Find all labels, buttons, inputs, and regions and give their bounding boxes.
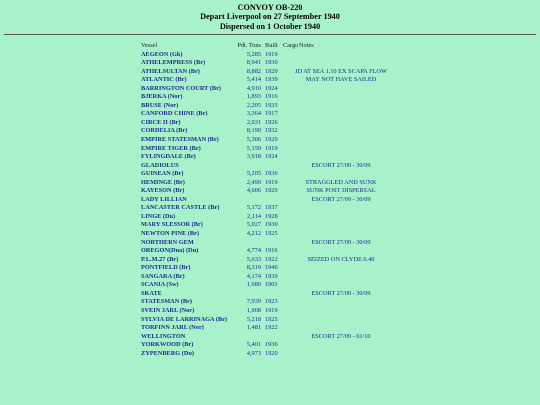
vessel-tons: 5,401 (246, 341, 261, 349)
vessel-built: 1932 (265, 127, 278, 135)
vessel-notes: ESCORT 27/09 - 30/09 (311, 161, 371, 169)
vessel-name: ZYPENBERG (Du) (141, 349, 195, 357)
table-row (141, 85, 471, 94)
vessel-tons: 2,499 (246, 178, 261, 186)
vessel-name: KAYESON (Br) (141, 187, 185, 195)
table-row (141, 264, 471, 273)
table-row (141, 333, 471, 342)
vessel-tons: 5,027 (246, 221, 261, 229)
vessel-tons: 3,364 (246, 110, 261, 118)
vessel-built: 1919 (265, 50, 278, 58)
vessel-tons: 5,285 (246, 50, 261, 58)
vessel-name: GUINEAN (Br) (141, 170, 184, 178)
vessel-built: 1939 (265, 76, 278, 84)
vessel-tons: 8,319 (246, 264, 261, 272)
vessel-notes: ESCORT 27/09 - 30/09 (311, 195, 371, 203)
vessel-name: ATHELSULTAN (Br) (141, 67, 200, 75)
vessel-tons: 4,774 (246, 247, 261, 255)
vessel-notes: MAY NOT HAVE SAILED (305, 76, 377, 84)
vessel-tons: 1,980 (246, 281, 261, 289)
table-row (141, 273, 471, 282)
table-row (141, 102, 471, 111)
vessel-name: NEWTON PINE (Br) (141, 230, 199, 238)
table-row (141, 162, 471, 171)
table-row (141, 93, 471, 102)
vessel-name: CIRCE II (Br) (141, 118, 181, 126)
vessel-tons: 4,910 (246, 84, 261, 92)
vessel-tons: 2,114 (247, 212, 261, 220)
vessel-name: FYLINGDALE (Br) (141, 153, 196, 161)
vessel-built: 1929 (265, 187, 278, 195)
vessel-built: 1924 (265, 84, 278, 92)
vessel-name: NORTHERN GEM (141, 238, 194, 246)
vessel-built: 1939 (265, 272, 278, 280)
table-row (141, 350, 471, 359)
vessel-name: HEMINGE (Br) (141, 178, 185, 186)
vessel-notes: STRAGGLED AND SUNK (305, 178, 377, 186)
depart-line: Depart Liverpool on 27 September 1940 (200, 12, 340, 22)
vessel-name: YORKWOOD (Br) (141, 341, 194, 349)
vessel-notes: SEIZED ON CLYDE 6.40 (307, 255, 375, 263)
vessel-name: ATLANTIC (Br) (141, 76, 187, 84)
vessel-tons: 8,941 (246, 59, 261, 67)
vessel-built: 1919 (265, 144, 278, 152)
table-row (141, 127, 471, 136)
vessel-tons: 5,633 (246, 255, 261, 263)
vessel-tons: 5,172 (246, 204, 261, 212)
vessel-name: LINGE (Du) (141, 212, 176, 220)
vessel-built: 1936 (265, 170, 278, 178)
vessel-name: WELLINGTON (141, 332, 186, 340)
vessel-built: 1930 (265, 59, 278, 67)
column-header-built: Built (265, 42, 278, 49)
table-row (141, 51, 471, 60)
column-header-vessel: Vessel (141, 42, 158, 49)
vessel-built: 1916 (265, 247, 278, 255)
table-row (141, 187, 471, 196)
vessel-name: SKATE (141, 289, 162, 297)
column-header-notes: Notes (299, 42, 314, 49)
vessel-built: 1924 (265, 153, 278, 161)
vessel-name: PONTFIELD (Br) (141, 264, 191, 272)
vessel-name: EMPIRE TIGER (Br) (141, 144, 201, 152)
table-row (141, 119, 471, 128)
vessel-built: 1916 (265, 93, 278, 101)
vessel-name: TORFINN JARL (Nor) (141, 324, 204, 332)
vessel-built: 1920 (265, 349, 278, 357)
table-row (141, 221, 471, 230)
vessel-tons: 5,159 (246, 144, 261, 152)
vessel-name: CORDELIA (Br) (141, 127, 188, 135)
vessel-name: AEGEON (Gk) (141, 50, 183, 58)
vessel-tons: 5,414 (246, 76, 261, 84)
vessel-built: 1923 (265, 298, 278, 306)
table-row (141, 179, 471, 188)
vessel-built: 1922 (265, 255, 278, 263)
vessel-built: 1928 (265, 212, 278, 220)
vessel-table (141, 42, 471, 358)
vessel-tons: 8,190 (246, 127, 261, 135)
vessel-name: OREGON(Dua) (Du) (141, 247, 199, 255)
table-row (141, 316, 471, 325)
vessel-built: 1925 (265, 315, 278, 323)
table-row (141, 145, 471, 154)
table-body (141, 51, 471, 359)
vessel-built: 1933 (265, 101, 278, 109)
table-row (141, 204, 471, 213)
vessel-notes: ESCORT 27/09 - 01/10 (311, 332, 371, 340)
table-row (141, 59, 471, 68)
table-row (141, 307, 471, 316)
header-divider (4, 34, 536, 35)
vessel-name: CANFORD CHINE (Br) (141, 110, 208, 118)
table-row (141, 153, 471, 162)
vessel-notes: SUNK POST DISPERSAL (306, 187, 376, 195)
table-row (141, 247, 471, 256)
vessel-built: 1930 (265, 221, 278, 229)
table-row (141, 110, 471, 119)
vessel-name: BRUSE (Nor) (141, 101, 179, 109)
vessel-name: LADY LILLIAN (141, 195, 187, 203)
vessel-tons: 4,606 (246, 187, 261, 195)
vessel-tons: 4,212 (246, 230, 261, 238)
vessel-notes: ESCORT 27/09 - 30/09 (311, 238, 371, 246)
table-row (141, 196, 471, 205)
table-row (141, 256, 471, 265)
vessel-name: SYLVIA DE LARRINAGA (Br) (141, 315, 228, 323)
table-row (141, 213, 471, 222)
vessel-tons: 2,205 (246, 101, 261, 109)
table-row (141, 324, 471, 333)
vessel-name: P.L.M.27 (Br) (141, 255, 179, 263)
vessel-built: 1922 (265, 324, 278, 332)
vessel-tons: 1,481 (246, 324, 261, 332)
vessel-built: 1920 (265, 136, 278, 144)
vessel-name: BARRINGTON COURT (Br) (141, 84, 222, 92)
vessel-notes: JD AT SEA 1.10 EX SCAPA FLOW (295, 67, 387, 75)
table-row (141, 298, 471, 307)
table-row (141, 281, 471, 290)
column-header-tons: Pdt. Tons (237, 42, 261, 49)
convoy-title: CONVOY OB-220 (237, 3, 303, 12)
dispersed-line: Dispersed on 1 October 1940 (219, 21, 321, 31)
vessel-notes: ESCORT 27/09 - 30/09 (311, 289, 371, 297)
table-row (141, 290, 471, 299)
vessel-name: MARY SLESSOR (Br) (141, 221, 203, 229)
table-row (141, 136, 471, 145)
vessel-tons: 1,908 (246, 306, 261, 314)
table-row (141, 341, 471, 350)
table-row (141, 68, 471, 77)
table-header-row (141, 42, 471, 51)
vessel-built: 1919 (265, 178, 278, 186)
vessel-built: 1917 (265, 110, 278, 118)
vessel-built: 1929 (265, 67, 278, 75)
vessel-name: STATESMAN (Br) (141, 298, 193, 306)
column-header-cargo: Cargo (283, 42, 299, 49)
vessel-tons: 7,939 (246, 298, 261, 306)
vessel-tons: 5,218 (246, 315, 261, 323)
vessel-built: 1937 (265, 204, 278, 212)
vessel-built: 1936 (265, 341, 278, 349)
vessel-built: 1926 (265, 118, 278, 126)
vessel-tons: 1,893 (246, 93, 261, 101)
table-row (141, 239, 471, 248)
vessel-name: SCANIA (Sw) (141, 281, 179, 289)
vessel-tons: 4,174 (246, 272, 261, 280)
vessel-name: BJERKA (Nor) (141, 93, 183, 101)
vessel-built: 1925 (265, 230, 278, 238)
vessel-name: GLADIOLUS (141, 161, 179, 169)
vessel-tons: 5,205 (246, 170, 261, 178)
vessel-name: ATHELEMPRESS (Br) (141, 59, 206, 67)
vessel-built: 1940 (265, 264, 278, 272)
convoy-header (0, 0, 540, 31)
vessel-name: LANCASTER CASTLE (Br) (141, 204, 220, 212)
table-row (141, 76, 471, 85)
table-row (141, 170, 471, 179)
vessel-name: SANGARA (Br) (141, 272, 185, 280)
table-row (141, 230, 471, 239)
vessel-tons: 8,882 (246, 67, 261, 75)
vessel-name: SVEIN JARL (Nor) (141, 306, 195, 314)
vessel-built: 1901 (265, 281, 278, 289)
vessel-tons: 2,031 (246, 118, 261, 126)
vessel-built: 1919 (265, 306, 278, 314)
vessel-name: EMPIRE STATESMAN (Br) (141, 136, 219, 144)
vessel-tons: 3,918 (246, 153, 261, 161)
vessel-tons: 5,306 (246, 136, 261, 144)
vessel-tons: 4,973 (246, 349, 261, 357)
